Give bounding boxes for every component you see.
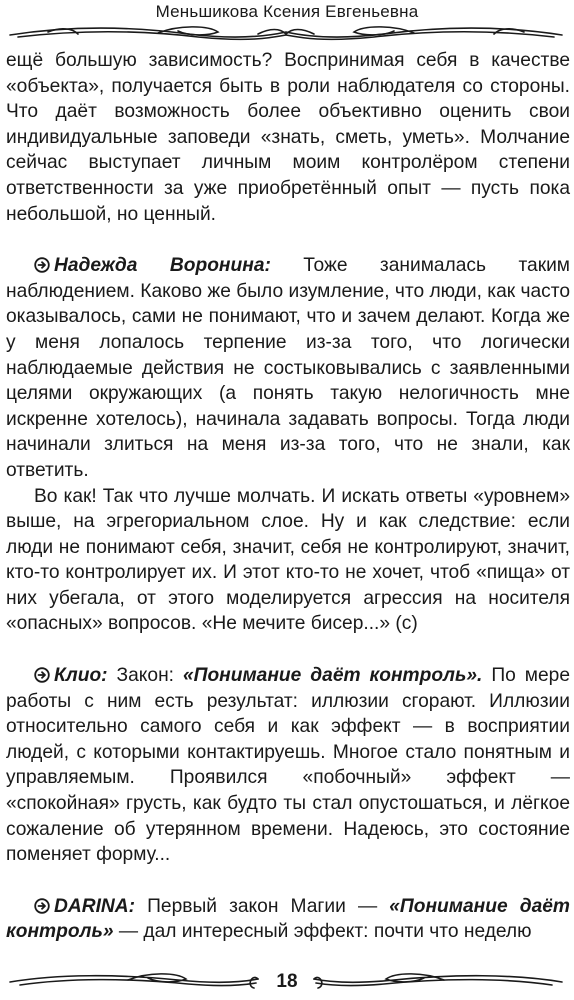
paragraph-text: Тоже занималась таким наблюдением. Каково же было изумление, что люди, как часто оказывалось, сами не понимают, что и зачем делают. Когда же у меня лопалось терпение из-за того, что логически наблюдаемые действия не состыковывались с заявленными целями окружающих (а понять такую нелогичность мне искренне хотелось), начинала задавать вопросы. Тогда люди начинали злиться на меня из-за того, что не знали, как ответить. (6, 255, 570, 481)
paragraph-text: Во как! Так что лучше молчать. И искать ответы «уровнем» выше, на эгрегориальном слое. Ну и как следствие: если люди не понимают себя, значит, себя не контролируют, значит, кто-то контролирует их. И этот кто-то не хочет, чтоб «пища» от них убегала, от этого моделируется агрессия на носителя «опасных» вопросов. «Не мечите бисер...» (с) (6, 485, 570, 635)
paragraph-text: ещё большую зависимость? Воспринимая себя в качестве «объекта», получается быть в роли наблюдателя со стороны. Что даёт возможность более объективно оценить свои индивидуальные заповеди «знать, сметь, уметь». Молчание сейчас выступает личным моим контролёром степени ответственности за уже приобретённый опыт — пусть пока небольшой, но ценный. (6, 50, 570, 225)
law-quote: «Понимание даёт контроль» (6, 895, 570, 943)
paragraph-voronina (6, 253, 570, 483)
paragraph-reply (6, 484, 570, 638)
paragraph-text: По мере работы с ним есть результат: иллюзии сгорают. Иллюзии относительно самого себя и как эффект — в восприятии людей, с которыми контактируешь. Многое стало понятным и управляемым. Проявился «побочный» эффект — «спокойная» грусть, как будто ты стал опустошаться, и лёгкое сожаление об утерянном времени. Надеюсь, это состояние поменяет форму... (6, 665, 570, 866)
circled-arrow-icon (34, 257, 50, 273)
paragraph-pre: Закон: (107, 665, 183, 687)
paragraph-text: — дал интересный эффект: почти что неделю (113, 921, 532, 943)
author-name: Надежда Воронина: (54, 255, 271, 277)
paragraph-pre: Первый закон Магии — (135, 895, 390, 917)
paragraph-darina (6, 894, 570, 945)
page-content (6, 48, 570, 945)
author-name: DARINA: (54, 895, 136, 917)
page-number-text: 18 (268, 971, 305, 992)
author-name: Клио: (54, 665, 108, 687)
page-number (0, 970, 574, 994)
running-title: Меньшикова Ксения Евгеньевна (155, 2, 419, 21)
paragraph-klio (6, 663, 570, 868)
paragraph-continuation (6, 48, 570, 227)
circled-arrow-icon (34, 667, 50, 683)
law-quote: «Понимание даёт контроль». (182, 665, 483, 687)
header-ornament (8, 22, 564, 46)
circled-arrow-icon (34, 898, 50, 914)
